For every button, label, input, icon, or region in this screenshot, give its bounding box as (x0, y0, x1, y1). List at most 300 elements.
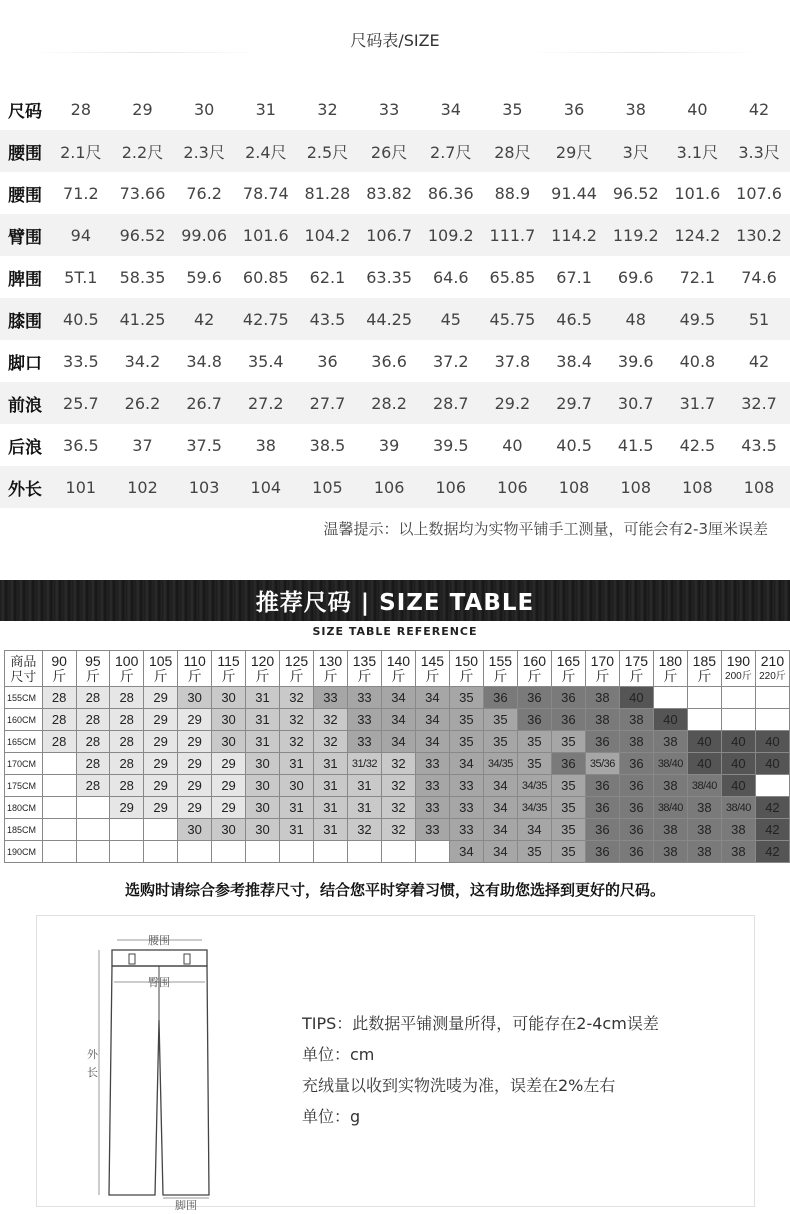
grid-cell: 34 (381, 731, 415, 753)
grid-cell (721, 709, 755, 731)
size-cell: 26.2 (124, 393, 161, 413)
size-cell: 65.85 (489, 267, 536, 287)
size-row (0, 340, 790, 382)
grid-cell: 34 (381, 687, 415, 709)
grid-cell: 33 (347, 709, 381, 731)
grid-cell (755, 775, 789, 797)
size-cell: 59.6 (186, 267, 222, 287)
grid-cell: 28 (110, 687, 144, 709)
belt-loop-right (184, 954, 190, 964)
grid-cell: 33 (347, 687, 381, 709)
grid-cell: 29 (178, 709, 212, 731)
grid-cell: 29 (110, 797, 144, 819)
size-cell: 39.6 (617, 351, 654, 371)
size-cell: 108 (620, 477, 651, 497)
grid-cell: 35 (551, 775, 585, 797)
grid-cell: 30 (246, 797, 280, 819)
grid-cell: 42 (755, 819, 789, 841)
size-row (0, 298, 790, 340)
tips-block (302, 1008, 659, 1132)
size-cell: 88.9 (494, 183, 531, 203)
grid-cell (653, 687, 687, 709)
size-cell: 38.4 (556, 351, 592, 371)
grid-cell (76, 841, 110, 863)
row-label: 前浪 (8, 395, 42, 416)
grid-row (5, 709, 790, 731)
size-cell: 71.2 (63, 183, 99, 203)
size-cell: 2.1尺 (60, 142, 102, 162)
weight-header: 110 斤 (178, 651, 212, 687)
grid-cell: 28 (110, 709, 144, 731)
length-label-2: 长 (87, 1066, 98, 1079)
title-divider-right (530, 52, 760, 53)
grid-cell: 40 (721, 775, 755, 797)
grid-cell (42, 819, 76, 841)
size-cell: 2.7尺 (430, 142, 472, 162)
grid-cell: 35 (551, 731, 585, 753)
grid-cell: 32 (381, 775, 415, 797)
size-cell: 96.52 (119, 225, 166, 245)
size-cell: 42 (748, 99, 770, 119)
size-cell: 34.8 (186, 351, 222, 371)
grid-cell: 29 (212, 775, 246, 797)
grid-cell: 36 (585, 841, 619, 863)
measurement-panel (36, 915, 755, 1210)
grid-cell: 42 (755, 797, 789, 819)
grid-cell: 31 (313, 819, 347, 841)
grid-cell: 34 (449, 841, 483, 863)
grid-cell (42, 841, 76, 863)
size-cell: 108 (743, 477, 775, 497)
grid-cell: 36 (551, 753, 585, 775)
banner-subtitle: SIZE TABLE REFERENCE (312, 625, 478, 638)
grid-cell: 28 (42, 731, 76, 753)
size-cell: 34 (440, 99, 461, 119)
weight-header: 190 200斤 (721, 651, 755, 687)
size-cell: 35.4 (247, 351, 284, 371)
grid-cell: 32 (381, 753, 415, 775)
grid-cell: 36 (619, 841, 653, 863)
size-cell: 25.7 (63, 393, 99, 413)
grid-cell (687, 687, 721, 709)
size-row (0, 466, 790, 508)
size-cell: 111.7 (489, 225, 536, 245)
weight-header: 105 斤 (144, 651, 178, 687)
weight-header: 175 斤 (619, 651, 653, 687)
size-cell: 46.5 (556, 309, 592, 329)
grid-cell: 38 (687, 819, 721, 841)
size-cell: 62.1 (309, 267, 346, 287)
grid-cell: 35 (517, 841, 551, 863)
size-cell: 27.2 (247, 393, 284, 413)
size-cell: 29尺 (555, 142, 593, 162)
weight-header: 95 斤 (76, 651, 110, 687)
grid-cell: 28 (110, 731, 144, 753)
grid-cell: 29 (144, 797, 178, 819)
grid-cell: 30 (212, 819, 246, 841)
row-label: 尺码 (8, 101, 42, 122)
grid-cell: 29 (178, 753, 212, 775)
size-cell: 35 (502, 99, 523, 119)
size-cell: 37.2 (432, 351, 469, 371)
grid-cell (755, 709, 789, 731)
grid-cell: 38/40 (653, 797, 687, 819)
size-cell: 67.1 (556, 267, 592, 287)
size-row (0, 172, 790, 214)
row-label: 腰围 (8, 143, 42, 164)
size-cell: 44.25 (366, 309, 413, 329)
size-cell: 26尺 (370, 142, 408, 162)
size-cell: 40 (502, 435, 523, 455)
grid-cell: 40 (653, 709, 687, 731)
size-cell: 51 (748, 309, 770, 329)
belt-loop-left (129, 954, 135, 964)
grid-cell (721, 687, 755, 709)
grid-cell: 35 (449, 731, 483, 753)
grid-cell: 34 (517, 819, 551, 841)
weight-header: 115 斤 (212, 651, 246, 687)
size-cell: 30 (193, 99, 215, 119)
size-cell: 27.7 (309, 393, 346, 413)
height-label: 180CM (5, 797, 43, 819)
size-cell: 124.2 (674, 225, 721, 245)
size-cell: 130.2 (736, 225, 782, 245)
grid-cell: 33 (449, 775, 483, 797)
grid-cell: 32 (313, 731, 347, 753)
weight-header: 130 斤 (313, 651, 347, 687)
size-cell: 2.5尺 (306, 142, 349, 162)
size-cell: 36 (317, 351, 338, 371)
size-cell: 41.5 (617, 435, 654, 455)
size-cell: 83.82 (366, 183, 413, 203)
grid-cell (110, 819, 144, 841)
size-cell: 32.7 (741, 393, 777, 413)
size-cell: 106 (435, 477, 467, 497)
size-cell: 49.5 (679, 309, 716, 329)
grid-cell: 28 (42, 709, 76, 731)
grid-cell: 31 (246, 731, 280, 753)
size-cell: 2.4尺 (245, 142, 287, 162)
grid-row (5, 753, 790, 775)
height-label: 155CM (5, 687, 43, 709)
grid-cell (144, 819, 178, 841)
grid-cell: 42 (755, 841, 789, 863)
size-cell: 103 (188, 477, 220, 497)
size-cell: 102 (127, 477, 158, 497)
grid-cell: 29 (144, 731, 178, 753)
grid-cell: 31 (246, 687, 280, 709)
grid-cell (279, 841, 313, 863)
size-row (0, 382, 790, 424)
measurement-note: 温馨提示：以上数据均为实物平铺手工测量，可能会有2-3厘米误差 (323, 520, 768, 538)
weight-header: 170 斤 (585, 651, 619, 687)
size-cell: 38.5 (309, 435, 346, 455)
grid-cell: 36 (551, 687, 585, 709)
grid-cell: 33 (449, 797, 483, 819)
size-cell: 2.2尺 (121, 142, 164, 162)
grid-cell: 40 (721, 731, 755, 753)
size-cell: 101.6 (674, 183, 721, 203)
size-cell: 63.35 (366, 267, 413, 287)
size-cell: 43.5 (309, 309, 346, 329)
grid-cell: 38 (619, 731, 653, 753)
grid-cell: 36 (585, 819, 619, 841)
grid-cell (42, 753, 76, 775)
grid-cell: 30 (212, 731, 246, 753)
grid-cell: 32 (347, 819, 381, 841)
size-cell: 91.44 (551, 183, 597, 203)
grid-cell (246, 841, 280, 863)
size-cell: 42.75 (242, 309, 289, 329)
size-cell: 48 (625, 309, 646, 329)
grid-cell: 38 (653, 775, 687, 797)
grid-cell (144, 841, 178, 863)
grid-row (5, 775, 790, 797)
grid-cell: 36 (619, 753, 653, 775)
grid-cell: 28 (76, 775, 110, 797)
grid-cell: 32 (279, 709, 313, 731)
size-header-row (0, 88, 790, 130)
size-row (0, 256, 790, 298)
size-cell: 32 (317, 99, 338, 119)
grid-cell: 31 (246, 709, 280, 731)
grid-cell: 35 (517, 731, 551, 753)
grid-cell: 38 (653, 819, 687, 841)
grid-cell: 29 (212, 753, 246, 775)
size-cell: 3.1尺 (676, 142, 719, 162)
weight-header: 100 斤 (110, 651, 144, 687)
size-cell: 40.5 (63, 309, 99, 329)
size-cell: 28.2 (371, 393, 407, 413)
grid-cell: 40 (755, 731, 789, 753)
grid-cell: 33 (415, 775, 449, 797)
size-row (0, 214, 790, 256)
grid-cell: 34 (415, 687, 449, 709)
size-cell: 105 (312, 477, 343, 497)
grid-cell (76, 797, 110, 819)
grid-cell: 30 (178, 819, 212, 841)
grid-cell: 38 (653, 841, 687, 863)
grid-cell: 31 (347, 775, 381, 797)
grid-cell: 35 (449, 709, 483, 731)
grid-cell (42, 797, 76, 819)
grid-cell: 29 (178, 775, 212, 797)
grid-cell: 34 (483, 797, 517, 819)
weight-header: 155 斤 (483, 651, 517, 687)
height-label: 175CM (5, 775, 43, 797)
size-cell: 73.66 (119, 183, 166, 203)
grid-cell: 33 (415, 753, 449, 775)
weight-header: 210 220斤 (755, 651, 789, 687)
grid-cell: 36 (585, 797, 619, 819)
grid-cell: 34 (483, 775, 517, 797)
size-cell: 78.74 (242, 183, 289, 203)
size-cell: 76.2 (186, 183, 222, 203)
grid-cell: 29 (144, 709, 178, 731)
grid-cell: 32 (381, 797, 415, 819)
row-label: 外长 (8, 479, 42, 500)
size-cell: 101 (65, 477, 97, 497)
grid-cell: 28 (76, 709, 110, 731)
length-label-1: 外 (87, 1048, 98, 1061)
grid-cell: 35 (551, 841, 585, 863)
weight-header: 120 斤 (246, 651, 280, 687)
grid-cell: 38/40 (687, 775, 721, 797)
size-cell: 42 (748, 351, 770, 371)
recommendation-grid (4, 650, 790, 863)
grid-cell: 29 (144, 687, 178, 709)
grid-cell: 34/35 (483, 753, 517, 775)
grid-cell: 36 (619, 797, 653, 819)
size-cell: 43.5 (741, 435, 777, 455)
grid-cell: 38 (721, 841, 755, 863)
size-cell: 41.25 (119, 309, 166, 329)
size-cell: 33.5 (63, 351, 99, 371)
weight-header: 140 斤 (381, 651, 415, 687)
size-cell: 34.2 (124, 351, 161, 371)
grid-cell: 31 (279, 819, 313, 841)
grid-cell: 33 (415, 797, 449, 819)
row-label: 脾围 (8, 269, 42, 290)
grid-cell: 36 (619, 819, 653, 841)
size-cell: 36 (563, 99, 585, 119)
size-cell: 29.2 (494, 393, 531, 413)
grid-row (5, 841, 790, 863)
tips-line-1: TIPS：此数据平铺测量所得，可能存在2-4cm误差 (302, 1014, 659, 1033)
grid-cell: 35/36 (585, 753, 619, 775)
grid-cell: 30 (246, 775, 280, 797)
size-cell: 106 (373, 477, 405, 497)
grid-cell: 35 (483, 731, 517, 753)
grid-cell: 35 (517, 753, 551, 775)
size-cell: 38 (255, 435, 276, 455)
grid-cell: 34 (381, 709, 415, 731)
grid-cell: 35 (551, 819, 585, 841)
height-label: 185CM (5, 819, 43, 841)
size-cell: 96.52 (612, 183, 659, 203)
grid-row (5, 687, 790, 709)
size-cell: 30.7 (617, 393, 654, 413)
grid-cell (347, 841, 381, 863)
grid-cell: 30 (178, 687, 212, 709)
size-cell: 58.35 (119, 267, 166, 287)
grid-cell: 28 (42, 687, 76, 709)
tips-line-2: 单位：cm (302, 1045, 375, 1064)
size-cell: 37.8 (494, 351, 531, 371)
grid-cell: 35 (449, 687, 483, 709)
grid-cell: 31 (313, 753, 347, 775)
grid-cell: 33 (347, 731, 381, 753)
size-cell: 28尺 (494, 142, 531, 162)
grid-cell: 29 (178, 731, 212, 753)
size-cell: 40.5 (556, 435, 592, 455)
recommendation-note: 选购时请综合参考推荐尺寸，结合您平时穿着习惯，这有助您选择到更好的尺码。 (124, 881, 665, 899)
hem-label: 脚围 (175, 1199, 197, 1210)
grid-cell (42, 775, 76, 797)
grid-cell: 30 (212, 687, 246, 709)
grid-cell (755, 687, 789, 709)
grid-cell: 30 (246, 753, 280, 775)
weight-header: 185 斤 (687, 651, 721, 687)
size-cell: 29.7 (556, 393, 592, 413)
size-cell: 42.5 (679, 435, 716, 455)
grid-cell: 28 (76, 731, 110, 753)
size-cell: 36.6 (371, 351, 407, 371)
grid-cell: 29 (178, 797, 212, 819)
size-cell: 28.7 (432, 393, 469, 413)
grid-cell: 34 (415, 731, 449, 753)
grid-cell: 34 (483, 841, 517, 863)
grid-cell: 38 (585, 687, 619, 709)
size-cell: 106.7 (366, 225, 413, 245)
size-cell: 119.2 (612, 225, 659, 245)
size-cell: 39 (378, 435, 400, 455)
grid-cell: 34 (449, 753, 483, 775)
title-divider-left (30, 52, 260, 53)
waist-label: 腰围 (148, 934, 170, 947)
size-cell: 60.85 (242, 267, 289, 287)
grid-cell: 28 (110, 775, 144, 797)
grid-cell: 36 (585, 775, 619, 797)
grid-cell: 36 (483, 687, 517, 709)
size-cell: 108 (558, 477, 590, 497)
grid-cell: 34/35 (517, 797, 551, 819)
size-cell: 38 (625, 99, 646, 119)
grid-cell: 38 (653, 731, 687, 753)
weight-header: 145 斤 (415, 651, 449, 687)
trousers-diagram (87, 930, 257, 1210)
grid-cell (313, 841, 347, 863)
grid-cell: 31 (279, 753, 313, 775)
size-cell: 108 (682, 477, 713, 497)
grid-cell: 40 (619, 687, 653, 709)
size-cell: 40.8 (679, 351, 716, 371)
grid-cell: 29 (144, 775, 178, 797)
height-label: 165CM (5, 731, 43, 753)
size-cell: 104 (250, 477, 282, 497)
size-cell: 3.3尺 (738, 142, 780, 162)
grid-cell: 32 (279, 687, 313, 709)
size-cell: 28 (70, 99, 91, 119)
grid-corner-header: 商品 尺寸 (5, 651, 43, 687)
weight-header: 125 斤 (279, 651, 313, 687)
size-table-banner (0, 580, 790, 621)
weight-header: 180 斤 (653, 651, 687, 687)
row-label: 腰围 (8, 185, 42, 206)
page-title: 尺码表/SIZE (350, 31, 440, 50)
grid-cell: 30 (279, 775, 313, 797)
grid-cell: 31 (347, 797, 381, 819)
grid-cell: 38 (585, 709, 619, 731)
height-label: 190CM (5, 841, 43, 863)
size-cell: 36.5 (63, 435, 99, 455)
size-cell: 94 (70, 225, 91, 245)
grid-cell: 32 (313, 709, 347, 731)
grid-cell: 38/40 (721, 797, 755, 819)
size-cell: 74.6 (741, 267, 777, 287)
row-label: 后浪 (8, 437, 42, 458)
hip-label: 臀围 (148, 976, 170, 989)
size-cell: 45 (440, 309, 461, 329)
tips-line-4: 单位：g (302, 1107, 361, 1126)
grid-cell: 38 (687, 797, 721, 819)
size-cell: 69.6 (617, 267, 654, 287)
grid-cell: 29 (144, 753, 178, 775)
grid-cell: 36 (517, 709, 551, 731)
grid-cell: 31 (279, 797, 313, 819)
grid-cell (212, 841, 246, 863)
grid-cell: 34/35 (517, 775, 551, 797)
